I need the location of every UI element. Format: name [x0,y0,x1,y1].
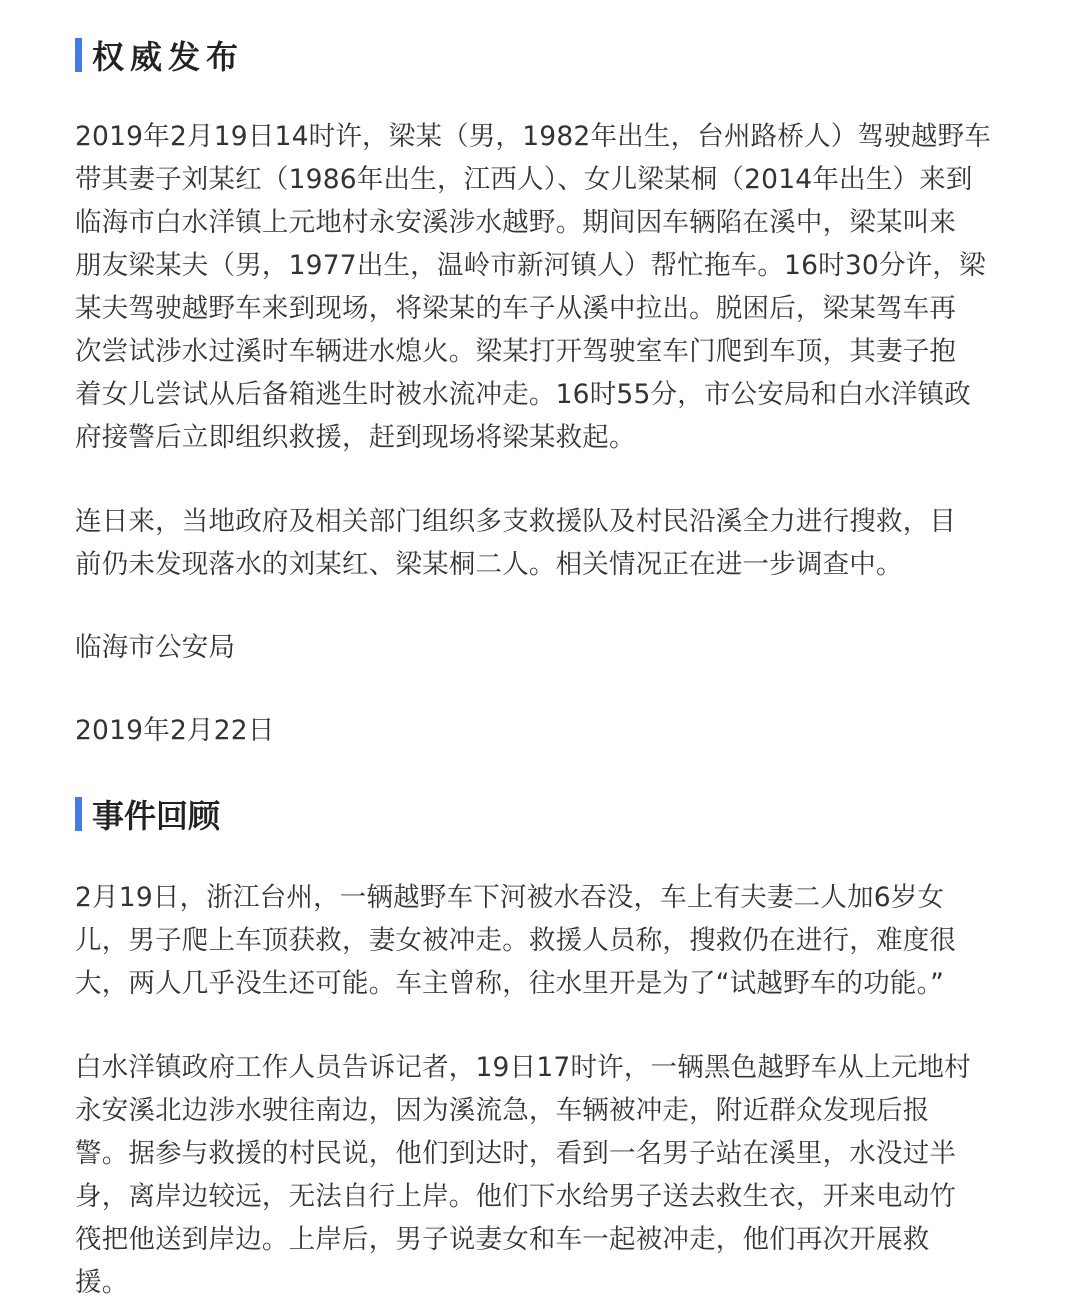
text-line: 府接警后立即组织救援，赶到现场将梁某救起。 [75,422,636,453]
text-line: 某夫驾驶越野车来到现场，将梁某的车子从溪中拉出。脱困后，梁某驾车再 [75,293,957,324]
text-line: 带其妻子刘某红（1986年出生，江西人）、女儿梁某桐（2014年出生）来到 [75,164,973,195]
text-line: 着女儿尝试从后备箱逃生时被水流冲走。16时55分，市公安局和白水洋镇政 [75,379,971,410]
text-line: 身，离岸边较远，无法自行上岸。他们下水给男子送去救生衣，开来电动竹 [75,1181,957,1212]
text-line: 前仍未发现落水的刘某红、梁某桐二人。相关情况正在进一步调查中。 [75,549,903,580]
paragraph-event-summary [75,876,1043,1005]
text-line: 2月19日，浙江台州，一辆越野车下河被水吞没，车上有夫妻二人加6岁女 [75,882,945,913]
section-heading-official-release [75,35,244,75]
text-line: 2019年2月19日14时许，梁某（男，1982年出生，台州路桥人）驾驶越野车 [75,121,991,152]
text-line: 白水洋镇政府工作人员告诉记者，19日17时许，一辆黑色越野车从上元地村 [75,1052,971,1083]
release-date [75,709,1043,752]
text-line: 永安溪北边涉水驶往南边，因为溪流急，车辆被冲走，附近群众发现后报 [75,1095,930,1126]
text-line: 次尝试涉水过溪时车辆进水熄火。梁某打开驾驶室车门爬到车顶，其妻子抱 [75,336,957,367]
section-title: 事件回顾 [92,797,221,835]
text-line: 大，两人几乎没生还可能。车主曾称，往水里开是为了“试越野车的功能。” [75,968,945,999]
section-title: 权威发布 [92,38,245,76]
signature-authority [75,626,1043,669]
paragraph-incident-report [75,115,1043,459]
date-text: 2019年2月22日 [75,715,275,746]
paragraph-witness-account [75,1046,1043,1304]
section-heading-event-review [75,794,220,834]
heading-accent-bar [75,797,82,831]
text-line: 援。 [75,1267,129,1298]
signature-text: 临海市公安局 [75,632,236,663]
heading-accent-bar [75,38,82,72]
text-line: 警。据参与救援的村民说，他们到达时，看到一名男子站在溪里，水没过半 [75,1138,957,1169]
text-line: 朋友梁某夫（男，1977出生，温岭市新河镇人）帮忙拖车。16时30分许，梁 [75,250,986,281]
text-line: 连日来，当地政府及相关部门组织多支救援队及村民沿溪全力进行搜救，目 [75,506,957,537]
text-line: 儿，男子爬上车顶获救，妻女被冲走。救援人员称，搜救仍在进行，难度很 [75,925,957,956]
paragraph-search-status [75,500,1043,586]
text-line: 筏把他送到岸边。上岸后，男子说妻女和车一起被冲走，他们再次开展救 [75,1224,930,1255]
text-line: 临海市白水洋镇上元地村永安溪涉水越野。期间因车辆陷在溪中，梁某叫来 [75,207,957,238]
